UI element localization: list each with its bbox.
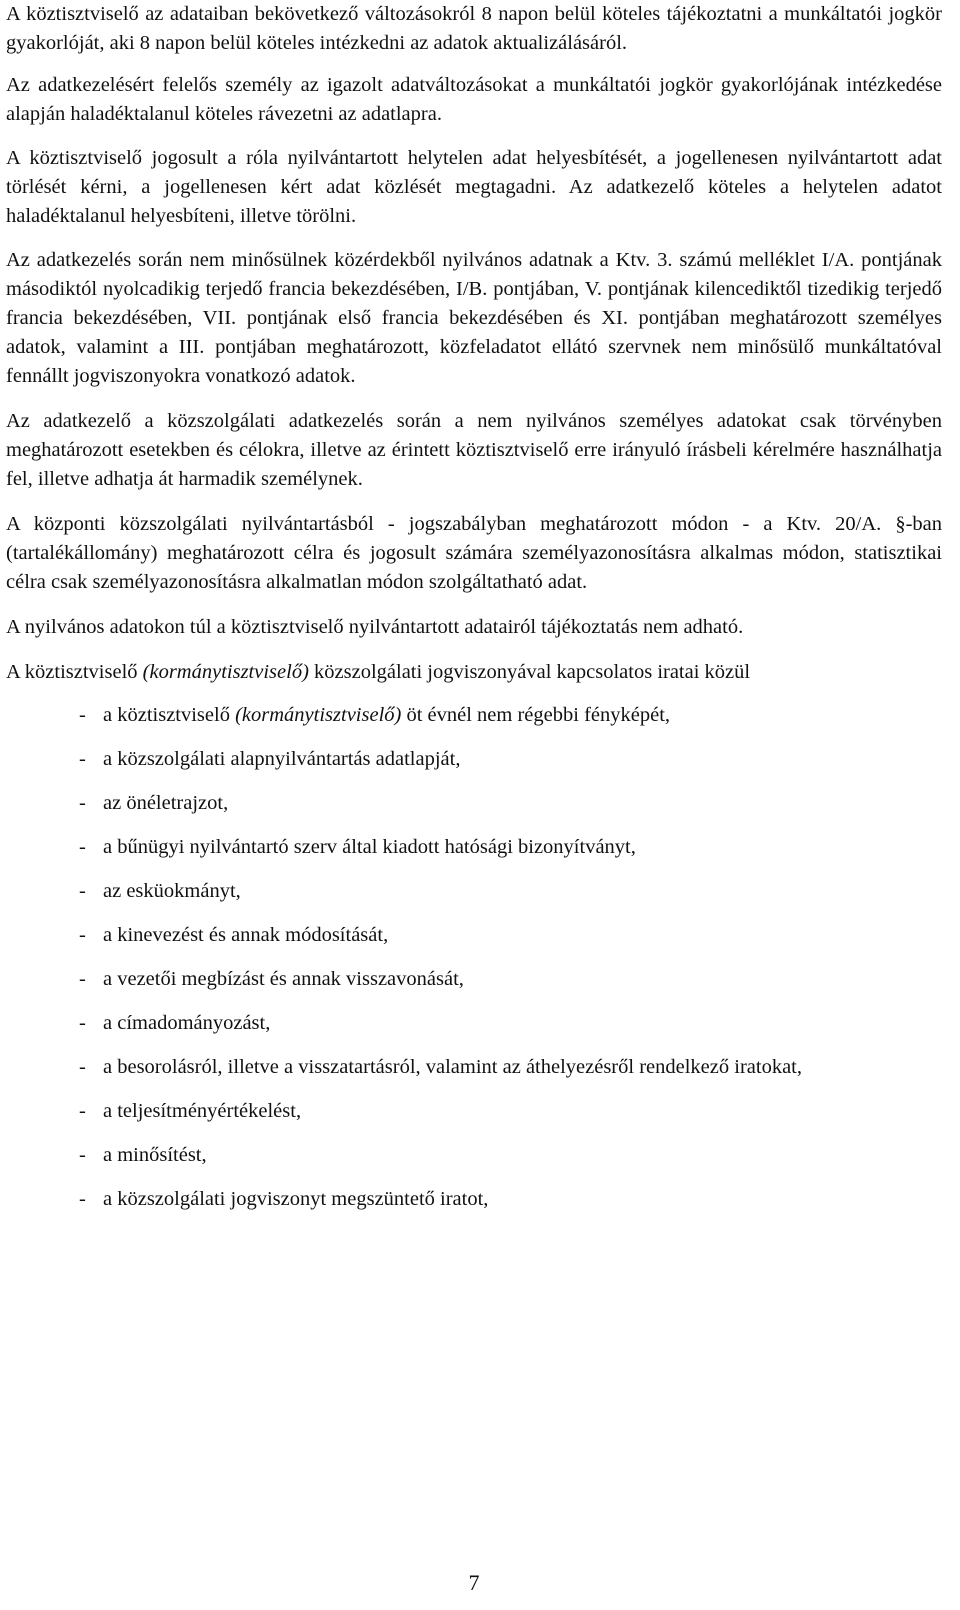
- list-item-text: a kinevezést és annak módosítását,: [103, 924, 389, 946]
- list-item: [6, 701, 942, 730]
- list-dash: -: [79, 1056, 86, 1078]
- list-item-first-italic: (kormánytisztviselő): [235, 704, 402, 726]
- paragraph-data-usage: Az adatkezelő a közszolgálati adatkezelés során a nem nyilvános személyes adatokat csak törvényben meghatározott esetekben és célokra, illetve az érintett köztisztviselő erre irányuló írásbeli kérelmére használhatja fel, illetve adhatja át harmadik személynek.: [6, 410, 942, 490]
- list-dash: -: [79, 748, 86, 770]
- list-item-text: a minősítést,: [103, 1144, 207, 1166]
- list-dash: -: [79, 792, 86, 814]
- paragraph-non-public-data: Az adatkezelés során nem minősülnek közérdekből nyilvános adatnak a Ktv. 3. számú melléklet I/A. pontjának másodiktól nyolcadikig terjedő francia bekezdésében, I/B. pontjában, V. pontjának kilencediktől tizedikig terjedő francia bekezdésében, VII. pontjának első francia bekezdésében és XI. pontjában meghatározott személyes adatok, valamint a III. pontjában meghatározott, közfeladatot ellátó szervnek nem minősülő munkáltatóval fennállt jogviszonyokra vonatkozó adatok.: [6, 249, 942, 387]
- list-item-text: az önéletrajzot,: [103, 792, 229, 814]
- list-item: [6, 833, 942, 862]
- list-item: [6, 877, 942, 906]
- intro-italic: (kormánytisztviselő): [142, 661, 309, 683]
- list-item-text: a teljesítményértékelést,: [103, 1100, 302, 1122]
- page-number: 7: [468, 1570, 480, 1595]
- paragraph-data-update-responsibility: Az adatkezelésért felelős személy az igazolt adatváltozásokat a munkáltatói jogkör gyakorlójának intézkedése alapján haladéktalanul köteles rávezetni az adatlapra.: [6, 74, 942, 125]
- intro-after: közszolgálati jogviszonyával kapcsolatos iratai közül: [308, 661, 751, 683]
- paragraph-correction-rights: A köztisztviselő jogosult a róla nyilvántartott helytelen adat helyesbítését, a jogellenesen nyilvántartott adat törlését kérni, a jogellenesen kért adat közlését megtagadni. Az adatkezelő köteles a helytelen adatot haladéktalanul helyesbíteni, illetve törölni.: [6, 147, 942, 227]
- list-item: [6, 1185, 942, 1214]
- list-item-text: a közszolgálati alapnyilvántartás adatlapját,: [103, 748, 461, 770]
- list-dash: -: [79, 968, 86, 990]
- list-item-text: a közszolgálati jogviszonyt megszüntető iratot,: [103, 1188, 489, 1210]
- list-item: [6, 921, 942, 950]
- list-dash: -: [79, 880, 86, 902]
- list-item-first-after: öt évnél nem régebbi fényképét,: [401, 704, 671, 726]
- list-item-text: a besorolásról, illetve a visszatartásról, valamint az áthelyezésről rendelkező iratokat,: [103, 1056, 802, 1078]
- paragraph-data-change-notice: A köztisztviselő az adataiban bekövetkező változásokról 8 napon belül köteles tájékoztatni a munkáltatói jogkör gyakorlóját, aki 8 napon belül köteles intézkedni az adatok aktualizálásáról.: [6, 3, 942, 54]
- document-page: [6, 0, 942, 1610]
- list-item-text: a bűnügyi nyilvántartó szerv által kiadott hatósági bizonyítványt,: [103, 836, 636, 858]
- list-item-text: az esküokmányt,: [103, 880, 241, 902]
- list-item: [6, 965, 942, 994]
- paragraph-documents-intro: [6, 658, 942, 687]
- list-item-text: a vezetői megbízást és annak visszavonását,: [103, 968, 464, 990]
- list-dash: -: [79, 836, 86, 858]
- list-item: [6, 789, 942, 818]
- list-item: [6, 1009, 942, 1038]
- documents-list: [6, 701, 942, 1214]
- list-item: [6, 1141, 942, 1170]
- list-item-first-before: a köztisztviselő: [103, 704, 236, 726]
- intro-before: A köztisztviselő: [6, 661, 143, 683]
- list-dash: -: [79, 924, 86, 946]
- paragraph-central-registry: A központi közszolgálati nyilvántartásból - jogszabályban meghatározott módon - a Ktv. 20/A. §-ban (tartalékállomány) meghatározott célra és jogosult számára személyazonosításra alkalmas módon, statisztikai célra csak személyazonosításra alkalmatlan módon szolgáltatható adat.: [6, 513, 942, 593]
- list-item-text: a címadományozást,: [103, 1012, 271, 1034]
- list-item: [6, 745, 942, 774]
- list-item: [6, 1097, 942, 1126]
- list-item: [6, 1053, 942, 1082]
- list-dash: -: [79, 1012, 86, 1034]
- paragraph-no-information: A nyilvános adatokon túl a köztisztviselő nyilvántartott adatairól tájékoztatás nem adható.: [6, 616, 744, 638]
- list-dash: -: [79, 1144, 86, 1166]
- list-dash: -: [79, 1100, 86, 1122]
- list-dash: -: [79, 1188, 86, 1210]
- list-dash: -: [79, 704, 86, 726]
